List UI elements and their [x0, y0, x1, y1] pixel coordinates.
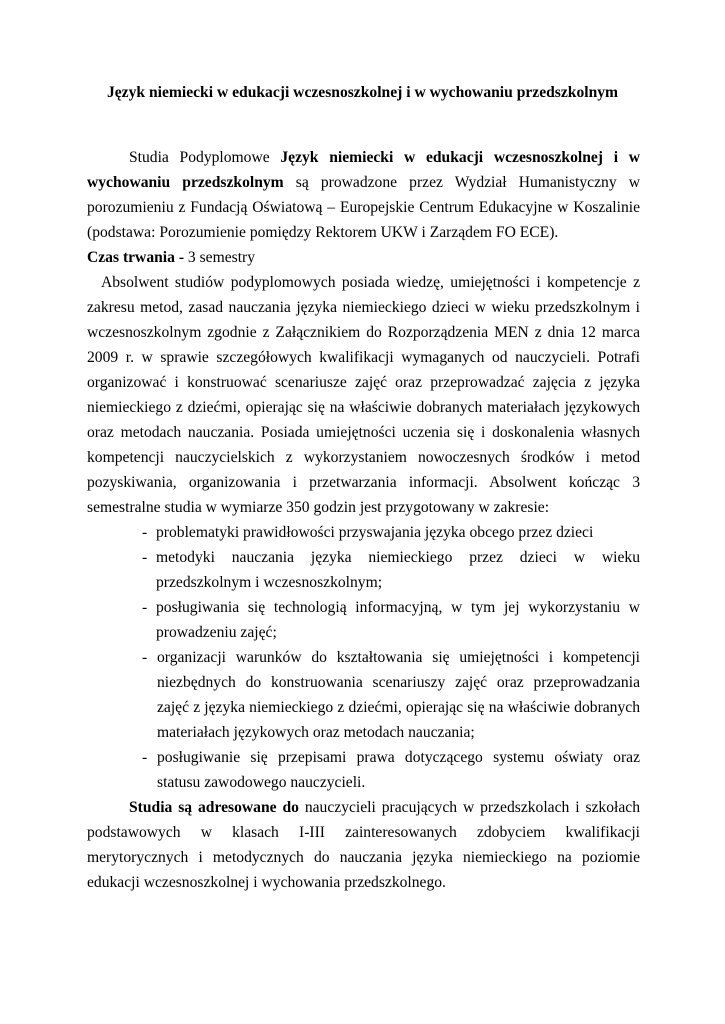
list-item-text: posługiwanie się przepisami prawa dotyczącego systemu oświaty oraz statusu zawodowego nauczycieli. [157, 749, 640, 791]
audience-label: Studia są adresowane do [129, 799, 299, 816]
list-item [142, 745, 640, 795]
list-dash: - [142, 649, 148, 666]
list-item [142, 545, 640, 595]
document-body [87, 145, 640, 895]
document-title: Język niemiecki w edukacji wczesnoszkolnej i w wychowaniu przedszkolnym [106, 84, 619, 101]
list-dash: - [142, 749, 148, 766]
audience-text: nauczycieli pracujących w przedszkolach i szkołach podstawowych w klasach I-III zainteresowanych zdobyciem kwalifikacji merytorycznych i metodycznych do nauczania języka niemieckiego na poziomie edukacji wczesnoszkolnej i wychowania przedszkolnego. [87, 799, 640, 891]
list-item [142, 520, 640, 545]
audience-paragraph [87, 795, 640, 895]
graduate-paragraph: Absolwent studiów podyplomowych posiada wiedzę, umiejętności i kompetencje z zakresu metod, zasad nauczania języka niemieckiego dzieci w wieku przedszkolnym i wczesnoszkolnym zgodnie z Załącznikiem do Rozporządzenia MEN z dnia 12 marca 2009 r. w sprawie szczegółowych kwalifikacji wymaganych od nauczycieli. Potrafi organizować i konstruować scenariusze zajęć oraz przeprowadzać zajęcia z języka niemieckiego z dziećmi, opierając się na właściwie dobranych materiałach językowych oraz metodach nauczania. Posiada umiejętności uczenia się i doskonalenia własnych kompetencji nauczycielskich z wykorzystaniem nowoczesnych środków i metod pozyskiwania, organizowania i przetwarzania informacji. Absolwent kończąc 3 semestralne studia w wymiarze 350 godzin jest przygotowany w zakresie: [87, 274, 640, 516]
list-item-text: posługiwania się technologią informacyjną, w tym jej wykorzystaniu w prowadzeniu zajęć; [156, 599, 640, 641]
program-name: Język niemiecki w edukacji wczesnoszkolnej i w wychowaniu przedszkolnym [87, 149, 640, 191]
list-dash: - [142, 524, 148, 541]
intro-rest: są prowadzone przez Wydział Humanistyczny w porozumieniu z Fundacją Oświatową – Europejskie Centrum Edukacyjne w Koszalinie (podstawa: Porozumienie pomiędzy Rektorem UKW i Zarządem FO ECE). [87, 174, 640, 241]
competence-list [87, 520, 640, 795]
intro-lead: Studia Podyplomowe [129, 149, 281, 166]
list-item [142, 645, 640, 745]
list-item-text: organizacji warunków do kształtowania się umiejętności i kompetencji niezbędnych do konstruowania scenariuszy zajęć oraz przeprowadzania zajęć z języka niemieckiego z dziećmi, opierając się na właściwie dobranych materiałach językowych oraz metodach nauczania; [157, 649, 640, 741]
list-item [142, 595, 640, 645]
duration-value: 3 semestry [187, 249, 256, 266]
list-item-text: problematyki prawidłowości przyswajania języka obcego przez dzieci [156, 524, 594, 541]
list-dash: - [142, 599, 148, 616]
intro-paragraph [87, 145, 640, 245]
duration-label: Czas trwania - [87, 249, 188, 266]
list-dash: - [142, 549, 148, 566]
duration-line [87, 245, 640, 270]
list-item-text: metodyki nauczania języka niemieckiego przez dzieci w wieku przedszkolnym i wczesnoszkolnym; [156, 549, 640, 591]
